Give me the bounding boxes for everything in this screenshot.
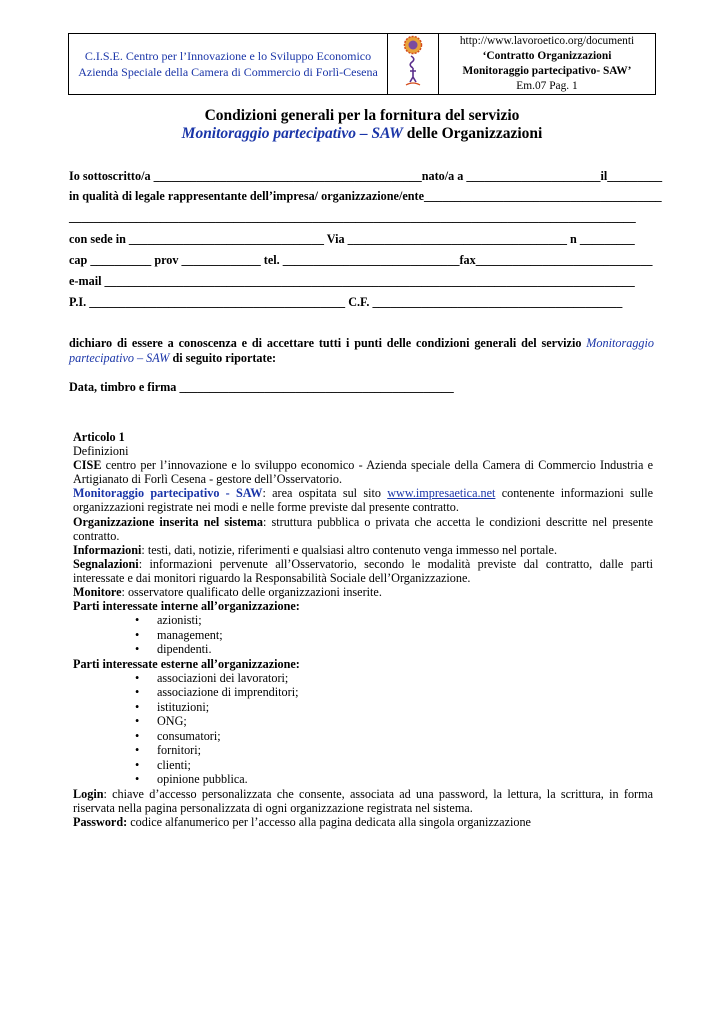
org-name-line1: Centro per l’Innovazione e lo Sviluppo Economico bbox=[122, 49, 372, 63]
org-name-line2: Azienda Speciale della Camera di Commercio di Forlì-Cesena bbox=[78, 65, 378, 79]
def-monitoraggio-text2: contenente informazioni sulle organizzazioni registrate nei modi e nelle forme previste dal presente contratto. bbox=[73, 486, 653, 515]
def-segnalazioni bbox=[73, 557, 653, 585]
def-informazioni-term: Informazioni bbox=[73, 542, 142, 557]
def-password-text: codice alfanumerico per l’accesso alla pagina dedicata alla singola organizzazione bbox=[127, 815, 531, 829]
document-url: http://www.lavoroetico.org/documenti bbox=[459, 35, 635, 47]
internal-stakeholders-list bbox=[73, 613, 653, 657]
external-stakeholders-heading: Parti interessate esterne all’organizzazione: bbox=[73, 656, 300, 671]
form-line-blank[interactable]: _____________________________________________________________________________________________ bbox=[69, 210, 636, 224]
def-monitore-text: : osservatore qualificato delle organizzazioni inserite. bbox=[121, 585, 382, 600]
def-organizzazione-term: Organizzazione inserita nel sistema bbox=[73, 514, 264, 529]
document-title-line2: Monitoraggio partecipativo- SAW’ bbox=[462, 65, 632, 77]
list-item: • opinione pubblica. bbox=[135, 772, 248, 787]
document-code: Em.07 Pag. 1 bbox=[516, 80, 578, 92]
list-item: • ONG; bbox=[135, 714, 187, 729]
def-organizzazione-text: : struttura pubblica o privata che accetta le condizioni descritte nel presente contratto. bbox=[73, 514, 653, 543]
title-line1: Condizioni generali per la fornitura del servizio bbox=[204, 107, 520, 124]
logo-cell bbox=[388, 34, 439, 95]
list-item: • clienti; bbox=[135, 757, 191, 772]
form-line-address[interactable]: con sede in ________________________________ Via ____________________________________ n _________ bbox=[69, 232, 635, 246]
list-item: • dipendenti. bbox=[135, 642, 212, 657]
form-line-email[interactable]: e-mail _______________________________________________________________________________________ bbox=[69, 274, 635, 288]
list-item: • management; bbox=[135, 627, 223, 642]
def-cise-term: CISE bbox=[73, 458, 102, 473]
declaration-text bbox=[69, 336, 654, 366]
list-item: • associazione di imprenditori; bbox=[135, 685, 299, 700]
form-line-role[interactable]: in qualità di legale rappresentante dell’impresa/ organizzazione/ente_______________________________________ bbox=[69, 189, 662, 203]
def-login bbox=[73, 787, 653, 815]
organization-cell bbox=[69, 34, 388, 95]
document-title-line1: ‘Contratto Organizzazioni bbox=[482, 50, 612, 62]
def-login-term: Login bbox=[73, 786, 104, 801]
def-segnalazioni-term: Segnalazioni bbox=[73, 556, 139, 571]
ethical-work-logo-icon bbox=[401, 35, 425, 89]
def-monitoraggio-text1: : area ospitata sul sito bbox=[262, 486, 388, 501]
def-password bbox=[73, 815, 653, 829]
impresaetica-link[interactable]: www.impresaetica.net bbox=[387, 486, 496, 501]
form-line-tax-ids[interactable]: P.I. __________________________________________ C.F. _________________________________________ bbox=[69, 295, 623, 309]
title-line2 bbox=[0, 124, 724, 144]
title-line2-rest: delle Organizzazioni bbox=[402, 125, 543, 142]
declaration-part1: dichiaro di essere a conoscenza e di accettare tutti i punti delle condizioni generali del servizio bbox=[69, 336, 587, 350]
title-service-name: Monitoraggio partecipativo – SAW bbox=[181, 125, 403, 142]
list-item: • azionisti; bbox=[135, 613, 202, 628]
list-item: • consumatori; bbox=[135, 728, 221, 743]
list-item: • fornitori; bbox=[135, 743, 202, 758]
list-item: • associazioni dei lavoratori; bbox=[135, 670, 289, 685]
def-cise bbox=[73, 458, 653, 486]
def-login-text: : chiave d’accesso personalizzata che consente, associata ad una password, la lettura, la scrittura, in forma riservata nella pagina personalizzata di ogni organizzazione registrata nel sistema. bbox=[73, 786, 653, 815]
article-subheading: Definizioni bbox=[73, 444, 129, 459]
def-segnalazioni-text: : informazioni pervenute all’Osservatorio, secondo le modalità previste dal contratto, dalle parti interessate e dai monitori riguardo la Responsabilità Sociale dell’Organizzazione. bbox=[73, 556, 653, 585]
def-organizzazione bbox=[73, 515, 653, 543]
form-line-contacts[interactable]: cap __________ prov _____________ tel. _____________________________fax_____________________________ bbox=[69, 253, 653, 267]
def-monitore-term: Monitore bbox=[73, 585, 122, 600]
declaration-service-name: Monitoraggio partecipativo – SAW bbox=[69, 336, 654, 365]
internal-stakeholders-heading: Parti interessate interne all’organizzazione: bbox=[73, 599, 300, 614]
document-info-cell bbox=[439, 34, 656, 95]
def-informazioni bbox=[73, 543, 653, 557]
def-monitore bbox=[73, 585, 653, 599]
def-password-term: Password: bbox=[73, 815, 128, 829]
list-item: • istituzioni; bbox=[135, 699, 210, 714]
external-stakeholders-list bbox=[73, 671, 653, 787]
def-cise-text: centro per l’innovazione e lo sviluppo economico - Azienda speciale della Camera di Commercio Industria e Artigianato di Forlì Cesena - gestore dell’Osservatorio. bbox=[73, 458, 653, 487]
form-line-name[interactable]: Io sottoscritto/a ____________________________________________nato/a a ______________________il_________ bbox=[69, 169, 663, 183]
def-monitoraggio-term: Monitoraggio partecipativo - SAW bbox=[73, 486, 263, 501]
declaration-part2: di seguito riportate: bbox=[169, 351, 277, 365]
org-abbreviation: C.I.S.E. bbox=[84, 49, 123, 63]
def-monitoraggio bbox=[73, 486, 653, 514]
document-header bbox=[68, 33, 656, 95]
article-1 bbox=[73, 430, 653, 829]
article-heading: Articolo 1 bbox=[73, 430, 125, 444]
date-stamp-signature-line[interactable]: Data, timbro e firma _____________________________________________ bbox=[69, 380, 454, 394]
def-informazioni-text: : testi, dati, notizie, riferimenti e qualsiasi altro contenuto venga immesso nel portale. bbox=[141, 542, 558, 557]
